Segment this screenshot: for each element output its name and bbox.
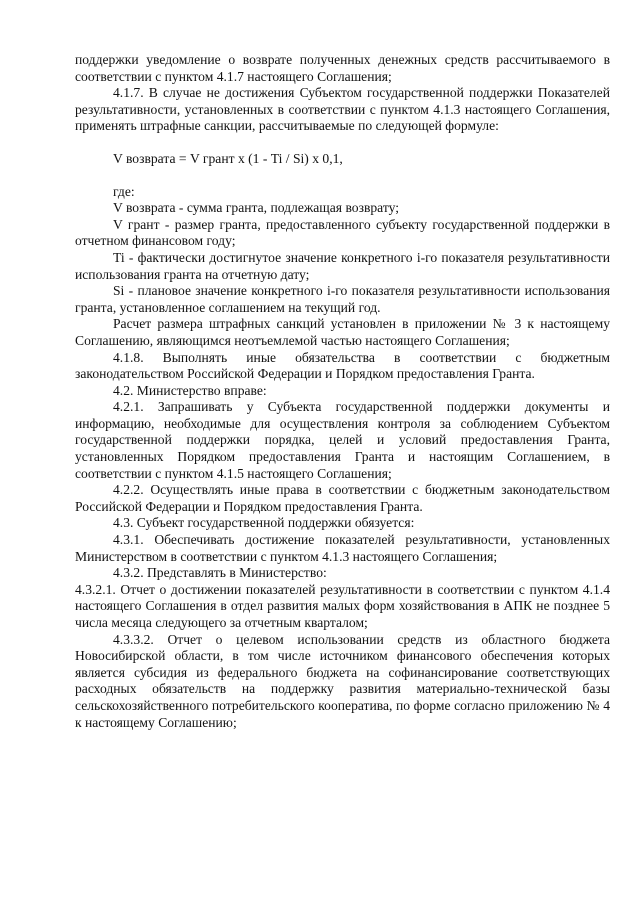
paragraph-4-2: 4.2. Министерство вправе:	[113, 382, 267, 398]
paragraph-4-1-7: 4.1.7. В случае не достижения Субъектом государственной поддержки Показателей результативности, установленных в соответствии с пунктом 4.1.3 настоящего Соглашения, применять штрафные санкции, рассчитываемые по следующей формуле:	[75, 85, 610, 134]
paragraph-penalty-calculation: Расчет размера штрафных санкций установлен в приложении № 3 к настоящему Соглашению, являющимся неотъемлемой частью настоящего Соглашения;	[75, 316, 610, 348]
paragraph-4-3-3-2: 4.3.3.2. Отчет о целевом использовании средств из областного бюджета Новосибирской области, в том числе источником финансового обеспечения которых является субсидия из федерального бюджета на софинансирование соответствующих расходных обязательств на поддержку развития материально-технической базы сельскохозяйственного потребительского кооператива, по форме согласно приложению № 4 к настоящему Соглашению;	[75, 631, 610, 730]
paragraph-4-1-8: 4.1.8. Выполнять иные обязательства в соответствии с бюджетным законодательством Российской Федерации и Порядком предоставления Гранта.	[75, 349, 610, 382]
paragraph-4-3-1: 4.3.1. Обеспечивать достижение показателей результативности, установленных Министерством в соответствии с пунктом 4.1.3 настоящего Соглашения;	[75, 532, 610, 564]
paragraph-4-3: 4.3. Субъект государственной поддержки обязуется:	[113, 515, 415, 531]
paragraph-4-2-2: 4.2.2. Осуществлять иные права в соответствии с бюджетным законодательством Российской Федерации и Порядком предоставления Гранта.	[75, 482, 610, 514]
document-page	[75, 52, 610, 731]
paragraph-continuation: поддержки уведомление о возврате полученных денежных средств рассчитываемого в соответствии с пунктом 4.1.7 настоящего Соглашения;	[75, 52, 610, 84]
penalty-formula: V возврата = V грант х (1 - Ti / Si) х 0,1,	[113, 150, 343, 166]
definition-si: Si - плановое значение конкретного i-го показателя результативности использования гранта, установленное соглашением на текущий год.	[75, 283, 610, 315]
paragraph-4-3-2-1: 4.3.2.1. Отчет о достижении показателей результативности в соответствии с пунктом 4.1.4 настоящего Соглашения в отдел развития малых форм хозяйствования в АПК не позднее 5 числа месяца следующего за отчетным кварталом;	[75, 581, 610, 630]
definition-v-grant: V грант - размер гранта, предоставленного субъекту государственной поддержки в отчетном финансовом году;	[75, 216, 610, 249]
paragraph-4-3-2: 4.3.2. Представлять в Министерство:	[113, 565, 327, 581]
definition-where: где:	[113, 183, 135, 199]
definition-v-return: V возврата - сумма гранта, подлежащая возврату;	[113, 200, 399, 216]
paragraph-4-2-1: 4.2.1. Запрашивать у Субъекта государственной поддержки документы и информацию, необходимые для осуществления контроля за соблюдением Субъектом государственной поддержки порядка, целей и условий предоставления Гранта, установленных Порядком предоставления Гранта и настоящим Соглашением, в соответствии с пунктом 4.1.5 настоящего Соглашения;	[75, 399, 610, 481]
definition-ti: Ti - фактически достигнутое значение конкретного i-го показателя результативности использования гранта на отчетную дату;	[75, 249, 610, 282]
